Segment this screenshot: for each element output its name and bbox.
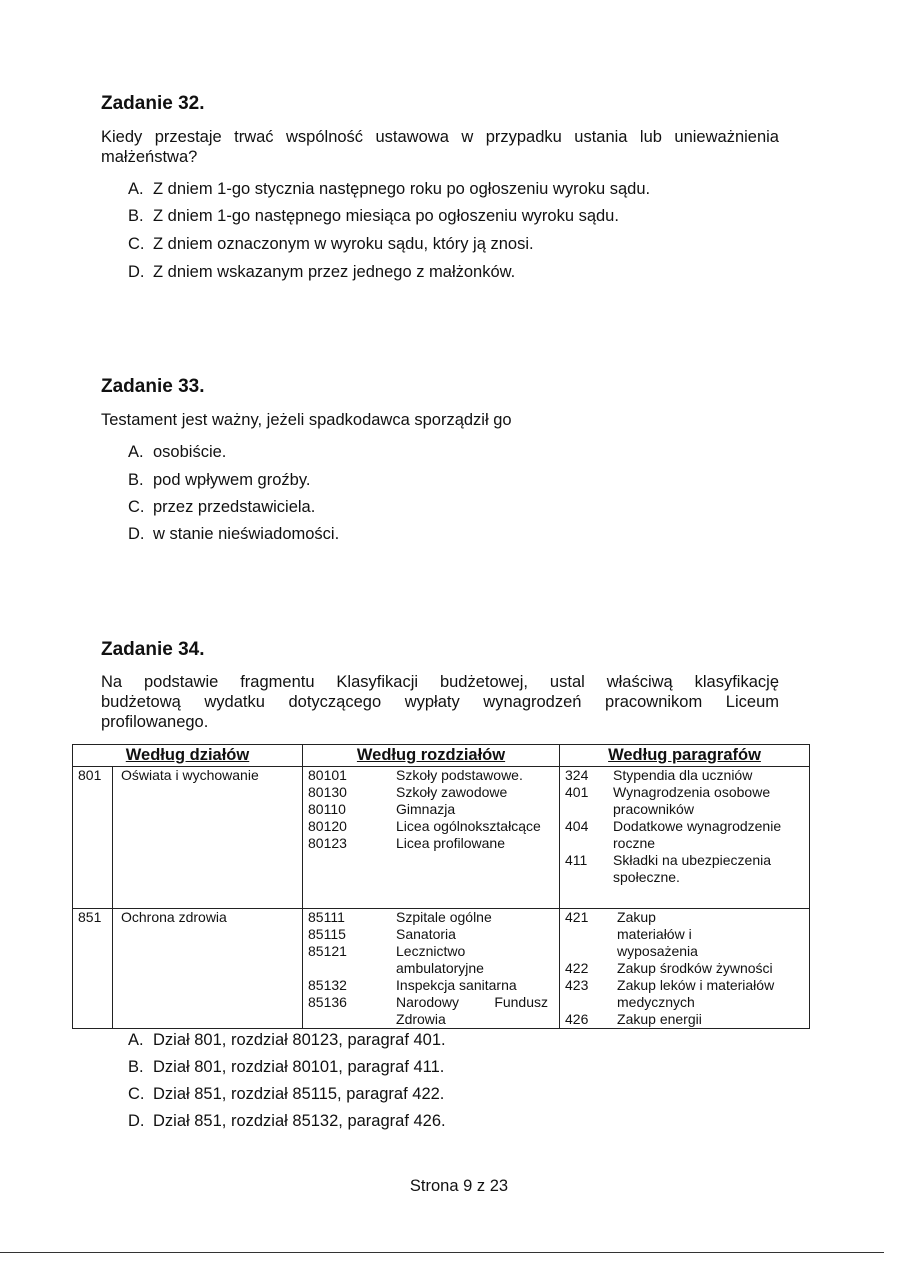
paragraf-entry — [565, 909, 805, 960]
paragraf-name: Zakup energii — [617, 1011, 702, 1027]
rozdzialy-cell — [303, 767, 560, 909]
fund-name-part: Fundusz — [494, 994, 549, 1010]
task-33-title: Zadanie 33. — [101, 376, 205, 397]
option-text: Dział 851, rozdział 85132, paragraf 426. — [153, 1112, 446, 1130]
dzial-name: Oświata i wychowanie — [113, 767, 303, 909]
dzial-code: 851 — [73, 909, 113, 1029]
paragraf-code: 324 — [565, 767, 589, 783]
task-32-question: Kiedy przestaje trwać wspólność ustawowa w przypadku ustania lub unieważnienia małżeństwa? — [101, 128, 779, 166]
task-34-option-b — [128, 1057, 444, 1077]
option-letter: A. — [128, 443, 144, 461]
paragraf-entry — [565, 960, 805, 977]
task-33-option-c — [128, 497, 315, 517]
option-letter: B. — [128, 1058, 144, 1076]
paragrafy-cell — [560, 909, 810, 1029]
rozdzial-name — [350, 994, 548, 1028]
rozdzial-code: 80123 — [308, 835, 347, 851]
paragraf-name: Składki na ubezpieczenia społeczne. — [613, 852, 772, 885]
page-bottom-rule — [0, 1252, 884, 1253]
rozdzial-name: Inspekcja sanitarna — [396, 977, 517, 993]
rozdzial-entry — [308, 784, 559, 801]
option-letter: C. — [128, 498, 145, 516]
task-32-option-c — [128, 234, 534, 254]
rozdzial-entry — [308, 909, 559, 926]
option-text: Dział 851, rozdział 85115, paragraf 422. — [153, 1085, 445, 1103]
option-text: Z dniem oznaczonym w wyroku sądu, który ją znosi. — [153, 235, 534, 253]
rozdzial-name: Lecznictwo ambulatoryjne — [396, 943, 484, 976]
task-34-option-c — [128, 1084, 444, 1104]
dzial-name: Ochrona zdrowia — [113, 909, 303, 1029]
paragraf-name: Dodatkowe wynagrodzenie roczne — [613, 818, 782, 851]
paragraf-name: Zakup materiałów i wyposażenia — [617, 909, 698, 959]
option-text: pod wpływem groźby. — [153, 471, 311, 489]
option-letter: A. — [128, 180, 144, 198]
task-34-option-d — [128, 1111, 446, 1131]
rozdzial-name: Szkoły zawodowe — [396, 784, 508, 800]
rozdzial-name: Gimnazja — [396, 801, 456, 817]
paragraf-code: 401 — [565, 784, 589, 800]
task-33-option-d — [128, 524, 339, 544]
paragraf-name: Stypendia dla uczniów — [613, 767, 753, 783]
rozdzial-code: 80101 — [308, 767, 347, 783]
option-text: Z dniem 1-go stycznia następnego roku po ogłoszeniu wyroku sądu. — [153, 180, 651, 198]
paragraf-entry — [565, 767, 805, 784]
rozdzial-name: Licea ogólnokształcące — [396, 818, 541, 834]
task-32-title: Zadanie 32. — [101, 93, 205, 114]
paragraf-code: 411 — [565, 852, 588, 868]
table-row — [73, 909, 810, 1029]
dzial-code: 801 — [73, 767, 113, 909]
rozdzial-code: 85115 — [308, 926, 346, 942]
option-letter: B. — [128, 207, 144, 225]
paragrafy-cell — [560, 767, 810, 909]
rozdzial-entry — [308, 767, 559, 784]
option-text: przez przedstawiciela. — [153, 498, 316, 516]
option-letter: C. — [128, 1085, 145, 1103]
rozdzial-entry — [308, 926, 559, 943]
option-letter: A. — [128, 1031, 144, 1049]
paragraf-name: Zakup środków żywności — [617, 960, 773, 976]
rozdzial-code: 85132 — [308, 977, 347, 993]
paragraf-code: 426 — [565, 1011, 589, 1027]
task-32-option-a — [128, 179, 650, 199]
rozdzial-code: 85111 — [308, 909, 345, 925]
rozdzial-entry — [308, 977, 559, 994]
option-text: Z dniem 1-go następnego miesiąca po ogłoszeniu wyroku sądu. — [153, 207, 619, 225]
rozdzial-code: 80110 — [308, 801, 346, 817]
rozdzial-entry — [308, 943, 559, 977]
option-letter: B. — [128, 471, 144, 489]
option-text: w stanie nieświadomości. — [153, 525, 340, 543]
paragraf-entry — [565, 1011, 805, 1028]
rozdzial-name: Szkoły podstawowe. — [396, 767, 523, 783]
header-dzialy: Według działów — [73, 745, 303, 767]
task-33-question: Testament jest ważny, jeżeli spadkodawca sporządził go — [101, 411, 512, 429]
rozdzial-name: Licea profilowane — [396, 835, 505, 851]
task-33-option-a — [128, 442, 226, 462]
task-34-question-line-1: Na podstawie fragmentu Klasyfikacji budżetowej, ustal właściwą klasyfikację — [101, 673, 779, 691]
rozdzial-code: 80120 — [308, 818, 347, 834]
paragraf-name: Zakup leków i materiałów medycznych — [617, 977, 775, 1010]
option-letter: C. — [128, 235, 145, 253]
rozdzialy-cell — [303, 909, 560, 1029]
paragraf-code: 421 — [565, 909, 589, 925]
header-rozdzialy: Według rozdziałów — [303, 745, 560, 767]
rozdzial-name: Szpitale ogólne — [396, 909, 492, 925]
option-letter: D. — [128, 1112, 145, 1130]
option-letter: D. — [128, 525, 145, 543]
header-paragrafy: Według paragrafów — [560, 745, 810, 767]
option-text: Z dniem wskazanym przez jednego z małżonków. — [153, 263, 516, 281]
task-34-title: Zadanie 34. — [101, 639, 205, 660]
option-letter: D. — [128, 263, 145, 281]
budget-classification-table — [72, 744, 810, 1029]
paragraf-entry — [565, 818, 805, 852]
rozdzial-code: 80130 — [308, 784, 347, 800]
paragraf-code: 423 — [565, 977, 589, 993]
task-33-option-b — [128, 470, 310, 490]
rozdzial-code: 85121 — [308, 943, 347, 959]
rozdzial-entry — [308, 994, 559, 1028]
paragraf-entry — [565, 977, 805, 1011]
paragraf-code: 422 — [565, 960, 589, 976]
task-32-option-d — [128, 262, 515, 282]
task-32-option-b — [128, 206, 619, 226]
table-header-row — [73, 745, 810, 767]
task-34-question-line-2: budżetową wydatku dotyczącego wypłaty wynagrodzeń pracownikom Liceum — [101, 693, 779, 711]
table-row — [73, 767, 810, 909]
paragraf-entry — [565, 852, 805, 886]
fund-name-part: Narodowy — [396, 994, 460, 1010]
paragraf-name: Wynagrodzenia osobowe pracowników — [613, 784, 771, 817]
rozdzial-code: 85136 — [308, 994, 347, 1010]
rozdzial-entry — [308, 801, 559, 818]
option-text: Dział 801, rozdział 80123, paragraf 401. — [153, 1031, 446, 1049]
option-text: Dział 801, rozdział 80101, paragraf 411. — [153, 1058, 445, 1076]
page-number: Strona 9 z 23 — [409, 1177, 509, 1195]
rozdzial-name: Sanatoria — [396, 926, 456, 942]
paragraf-entry — [565, 784, 805, 818]
fund-name-part: Zdrowia — [396, 1011, 446, 1027]
rozdzial-entry — [308, 818, 559, 835]
option-text: osobiście. — [153, 443, 227, 461]
rozdzial-entry — [308, 835, 559, 852]
task-34-question-line-3: profilowanego. — [101, 713, 209, 731]
paragraf-code: 404 — [565, 818, 589, 834]
task-34-option-a — [128, 1030, 446, 1050]
